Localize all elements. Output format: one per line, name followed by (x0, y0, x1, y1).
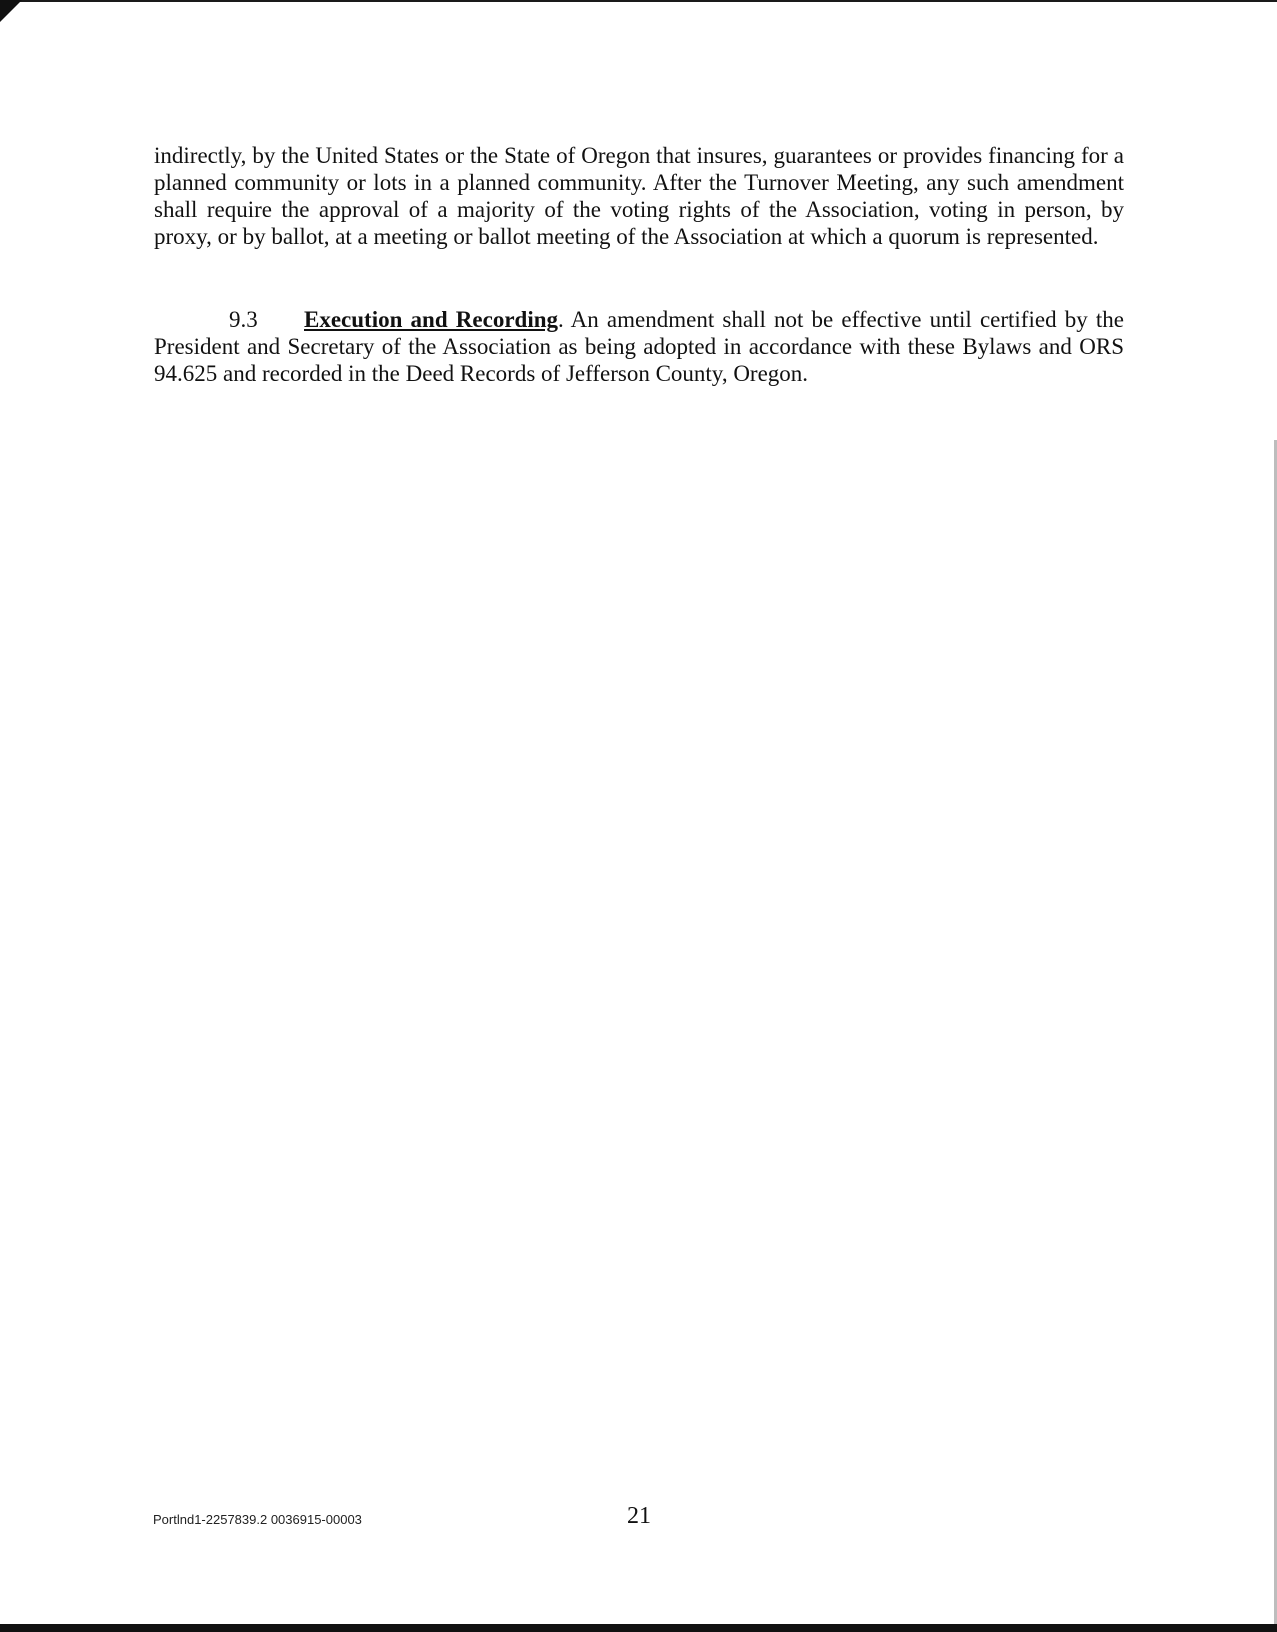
section-number: 9.3 (229, 307, 258, 332)
section-body-text: . An amendment shall not be effective until certified by the President and Secretary of the Association as being adopted in accordance with these Bylaws and ORS 94.625 and recorded in the Deed Records of Jefferson County, Oregon. (154, 307, 1124, 386)
page-number: 21 (627, 1503, 651, 1529)
scan-edge-top (0, 0, 1277, 2)
section-heading: Execution and Recording (304, 307, 559, 332)
scan-corner-mark (0, 0, 22, 22)
paragraph-continued: indirectly, by the United States or the State of Oregon that insures, guarantees or provides financing for a planned community or lots in a planned community. After the Turnover Meeting, any such amendment shall require the approval of a majority of the voting rights of the Association, voting in person, by proxy, or by ballot, at a meeting or ballot meeting of the Association at which a quorum is represented. (154, 143, 1124, 249)
scan-edge-bottom (0, 1624, 1277, 1632)
footer-document-id: Portlnd1-2257839.2 0036915-00003 (153, 1512, 362, 1527)
section-9-3-paragraph (154, 306, 1124, 387)
